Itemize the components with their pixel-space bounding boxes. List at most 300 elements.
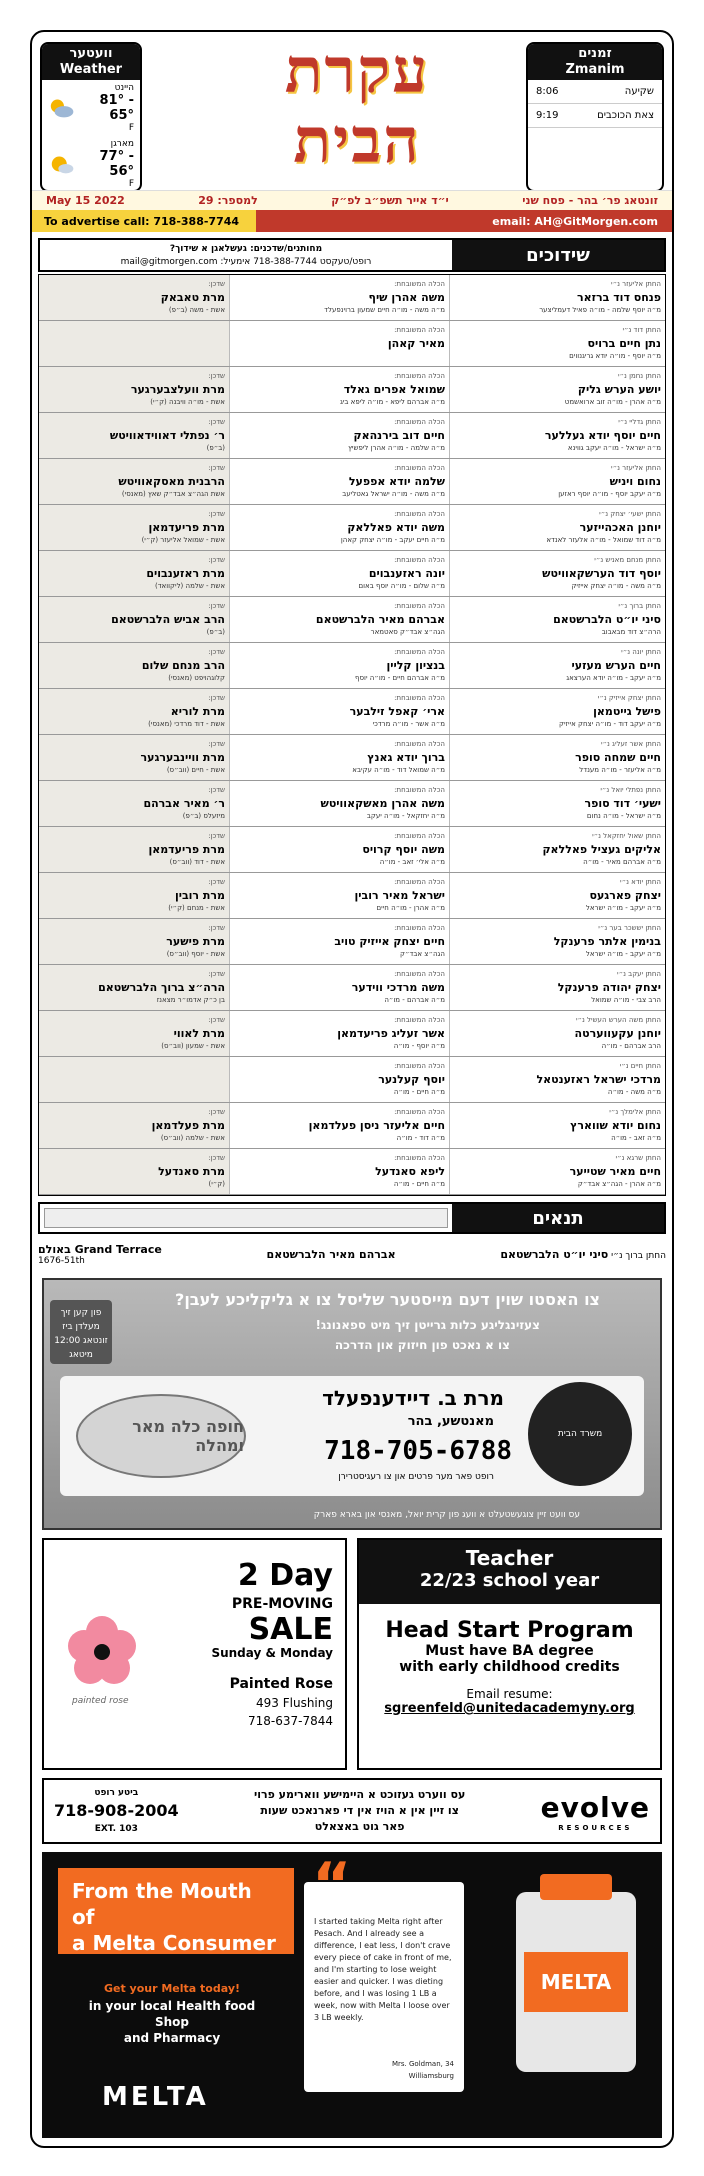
- cell-label: הכלה המשובחת:: [394, 832, 445, 840]
- shadchan-cell: [39, 321, 229, 366]
- cell-name: מרת רובין: [174, 889, 225, 902]
- cell-sub: קלוגהויפט (מאנסי): [168, 674, 225, 682]
- kala-cell: [229, 1011, 449, 1056]
- shadchan-cell: [39, 873, 229, 918]
- masthead-logo: [222, 36, 492, 186]
- shidduch-row: [39, 827, 665, 873]
- cell-sub: אשת - שמואל אליעזר (ק״י): [141, 536, 225, 544]
- cell-name: מרת וועלצבערגער: [130, 383, 225, 396]
- shidduch-row: [39, 321, 665, 367]
- sale-store: Painted Rose: [229, 1676, 333, 1692]
- cell-sub: מ״ה משה - מו״ה: [607, 1088, 661, 1096]
- shidduchim-header: [38, 238, 666, 272]
- cell-sub: אשת הגה״צ אבד״ק שאץ (מאנסי): [121, 490, 225, 498]
- tnaim-venue-addr: 1676-51th: [38, 1255, 85, 1266]
- shidduch-row: [39, 689, 665, 735]
- kala-cell: [229, 275, 449, 320]
- sale-phone: 718-637-7844: [247, 1714, 333, 1728]
- cell-sub: מ״ה חיים - מו״ה: [393, 1088, 445, 1096]
- cell-name: חיים מאיר שטייער: [569, 1165, 661, 1178]
- cell-sub: אשת - שלמה (ווב״ס): [160, 1134, 225, 1142]
- masthead-line1: עקרת: [284, 34, 430, 107]
- cell-label: החתן שאול יחזקאל נ״י: [592, 832, 661, 840]
- cell-name: נתן חיים ברויס: [587, 337, 661, 350]
- evolve-ext: EXT. 103: [94, 1824, 138, 1834]
- cell-label: החתן אלימלך נ״י: [609, 1108, 661, 1116]
- kallah-ad-headline: צו האסטו שוין דעם מייסטער שליסל צו א גליקליכע לעבן?: [175, 1290, 600, 1309]
- cell-sub: מ״ה יעקב - מו״ה ישראל: [585, 904, 661, 912]
- cell-sub: הרה״צ דוד מבאבוב: [601, 628, 661, 636]
- cell-name: יוחנן האכהייזער: [579, 521, 661, 534]
- cell-name: מרדכי ישראל ראזענטאל: [536, 1073, 661, 1086]
- cell-name: משה יודא פאללאק: [347, 521, 445, 534]
- cell-sub: מ״ה משה - מו״ה חיים שמעון ברוינפעלד: [324, 306, 445, 314]
- chatan-cell: [449, 965, 665, 1010]
- shadchan-cell: [39, 1057, 229, 1102]
- shidduch-row: [39, 1149, 665, 1195]
- cell-sub: הרב אברהם - מו״ה: [601, 1042, 661, 1050]
- shadchan-cell: [39, 643, 229, 688]
- cell-name: משה יוסף קרויס: [362, 843, 445, 856]
- cell-sub: מ״ה שלמה - מו״ה אהרן ליפשיץ: [348, 444, 445, 452]
- cell-name: יושע הערש גליק: [577, 383, 661, 396]
- cell-label: שדכן:: [208, 740, 225, 748]
- cell-sub: מ״ה יעקב דוד - מו״ה יצחק אייזיק: [559, 720, 661, 728]
- cell-name: ישעי׳ דוד סופר: [584, 797, 661, 810]
- melta-author-name: Mrs. Goldman, 34: [391, 2060, 454, 2068]
- cell-label: הכלה המשובחת:: [394, 878, 445, 886]
- newspaper-page: [30, 30, 674, 2148]
- kala-cell: [229, 965, 449, 1010]
- melta-quote-text: I started taking Melta right after Pesach. And I already see a difference, I eat less, I don't crave every piece of cake in front of me, and I'm starting to lose weight easier and quicker. I was dieting before, and I was losing 1 LB a week, now with Melta I loose over 3 LB weekly.: [314, 1917, 452, 2022]
- weather-tomorrow-unit: F: [128, 179, 134, 189]
- cell-name: אשר זעליג פריעדמאן: [337, 1027, 445, 1040]
- melta-ad: [42, 1852, 662, 2138]
- cell-name: מרת סאנדעל: [158, 1165, 225, 1178]
- melta-where-line: in your local Health food Shop: [88, 1999, 256, 2029]
- advertise-email: email: AH@GitMorgen.com: [492, 214, 658, 228]
- cell-label: החתן יעקב נ״י: [617, 970, 661, 978]
- tnaim-venue-name: באולם Grand Terrace: [38, 1242, 162, 1256]
- cell-sub: אשת - דוד (ווב״ס): [169, 858, 225, 866]
- evolve-ad: [42, 1778, 662, 1844]
- weather-tomorrow-label: מארגן: [110, 139, 134, 149]
- melta-headline-line: From the Mouth of: [72, 1879, 252, 1929]
- cell-name: אברהם מאיר הלברשטאם: [315, 613, 445, 626]
- cell-name: בנימין אלתר פרענקל: [553, 935, 661, 948]
- cell-sub: אשת - משה (ב״פ): [168, 306, 225, 314]
- kala-cell: [229, 689, 449, 734]
- chatan-cell: [449, 321, 665, 366]
- melta-brand: MELTA: [102, 2082, 209, 2112]
- tnaim-header: [38, 1202, 666, 1234]
- cell-name: בנציון קליין: [386, 659, 445, 672]
- shadchan-cell: [39, 965, 229, 1010]
- melta-headline-line: a Melta Consumer: [72, 1931, 276, 1955]
- melta-author-place: Williamsburg: [408, 2072, 454, 2080]
- cell-label: שדכן:: [208, 510, 225, 518]
- shadchan-cell: [39, 597, 229, 642]
- cell-name: מרת לוריא: [170, 705, 225, 718]
- cell-sub: מ״ה אשר - מו״ה מרדכי: [372, 720, 445, 728]
- chatan-cell: [449, 735, 665, 780]
- chatan-cell: [449, 413, 665, 458]
- cell-label: החתן חיים נ״י: [619, 1062, 661, 1070]
- cell-sub: אשת - שלמה (ליקוואד): [155, 582, 225, 590]
- tnaim-chatan: [500, 1248, 666, 1261]
- melta-cta: Get your Melta today!: [103, 1982, 241, 1995]
- shidduch-row: [39, 551, 665, 597]
- seal-text: משרד הבית: [557, 1429, 603, 1439]
- chatan-cell: [449, 689, 665, 734]
- melta-where-line: and Pharmacy: [123, 2031, 221, 2045]
- weather-tomorrow-temp: 77° - 56°: [99, 149, 134, 179]
- advertise-phone: To advertise call: 718-388-7744: [44, 214, 240, 228]
- bottle-label: MELTA: [524, 1952, 628, 2012]
- cell-name: יוחנן עקעווערטה: [574, 1027, 661, 1040]
- cell-sub: מ״ה יעקב יוסף - מו״ה יוסף ראזען: [558, 490, 661, 498]
- kallah-ad-deadline: [50, 1300, 112, 1364]
- cell-sub: מ״ה משה - מו״ה ישראל גאטליעב: [342, 490, 445, 498]
- cell-sub: הגה״צ אבד״ק: [400, 950, 445, 958]
- cell-sub: (ב״פ): [206, 628, 225, 636]
- masthead-line2: הבית: [293, 104, 421, 177]
- cell-label: שדכן:: [208, 694, 225, 702]
- cell-sub: מ״ה אלי׳ זאב - מו״ה: [379, 858, 445, 866]
- shidduch-row: [39, 1011, 665, 1057]
- teacher-req2: with early childhood credits: [399, 1659, 620, 1675]
- chatan-cell: [449, 781, 665, 826]
- cell-label: שדכן:: [208, 786, 225, 794]
- kallah-ad-panel: [60, 1376, 644, 1496]
- cell-label: שדכן:: [208, 418, 225, 426]
- kala-cell: [229, 919, 449, 964]
- cell-label: החתן נחמן נ״י: [617, 372, 661, 380]
- kallah-ad-line3: צו א נאכט פון חיזוק און הדרכה: [334, 1338, 510, 1352]
- cell-sub: מ״ה אברהם - מו״ה: [384, 996, 445, 1004]
- deadline-line: פון קען זיך: [60, 1308, 102, 1318]
- cell-name: הרב אביש הלברשטאם: [111, 613, 225, 626]
- cell-label: החתן אשר זעליג נ״י: [600, 740, 661, 748]
- shadchan-cell: [39, 275, 229, 320]
- kallah-ad-teacher: מרת ב. דיידענפעלד: [322, 1386, 504, 1410]
- date-omer: למספר: 29: [198, 194, 258, 207]
- chatan-cell: [449, 1011, 665, 1056]
- evolve-phone-block: [54, 1784, 179, 1838]
- cell-name: נחום יודא שווארץ: [570, 1119, 661, 1132]
- shidduch-row: [39, 965, 665, 1011]
- cell-label: החתן מנחם מאניש נ״י: [594, 556, 661, 564]
- evolve-text: [210, 1787, 510, 1835]
- date-hebrew: י״ד אייר תשפ״ב לפ״ק: [331, 194, 449, 207]
- advertise-bar: [32, 210, 672, 232]
- shadchan-cell: [39, 413, 229, 458]
- cell-label: החתן ברוך נ״י: [618, 602, 661, 610]
- deadline-line: מעלדן ביז: [62, 1322, 100, 1332]
- cell-name: משה מרדכי ווידער: [351, 981, 445, 994]
- cell-sub: בן כ״ק אדמו״ר מצאנז: [156, 996, 225, 1004]
- zmanim-box: [526, 42, 664, 192]
- teacher-email[interactable]: sgreenfeld@unitedacademyny.org: [384, 1701, 635, 1716]
- teacher-year: 22/23 school year: [419, 1570, 600, 1591]
- chatan-cell: [449, 1103, 665, 1148]
- cell-label: הכלה המשובחת:: [394, 1154, 445, 1162]
- shidduch-row: [39, 597, 665, 643]
- zmanim-row: [528, 104, 662, 128]
- shidduch-row: [39, 505, 665, 551]
- chatan-cell: [449, 1149, 665, 1194]
- evolve-logo: [541, 1791, 650, 1832]
- cell-label: הכלה המשובחת:: [394, 970, 445, 978]
- cell-name: מרת פריעדמאן: [148, 843, 225, 856]
- cell-name: מרת לאווי: [173, 1027, 225, 1040]
- cell-label: החתן אליעזר נ״י: [611, 464, 661, 472]
- cell-label: החתן נפתלי יואל נ״י: [600, 786, 661, 794]
- crown-seal-icon: [528, 1382, 632, 1486]
- weather-header: [42, 44, 140, 80]
- chatan-cell: [449, 1057, 665, 1102]
- kallah-ad-oval-logo: חופה כלה מאר ומהלה: [76, 1394, 246, 1478]
- kala-cell: [229, 413, 449, 458]
- flower-icon: [62, 1610, 142, 1690]
- cell-sub: מ״ה זאב - מו״ה: [611, 1134, 661, 1142]
- sale-word: SALE: [248, 1612, 333, 1647]
- cell-sub: אשת - חיים (ווב״ס): [166, 766, 225, 774]
- shidduch-row: [39, 1103, 665, 1149]
- evolve-logo-text: evolve: [540, 1790, 650, 1824]
- cell-label: הכלה המשובחת:: [394, 510, 445, 518]
- chatan-cell: [449, 551, 665, 596]
- cell-sub: מ״ה אברהם חיים - מו״ה יוסף: [355, 674, 445, 682]
- cell-label: הכלה המשובחת:: [394, 556, 445, 564]
- cell-name: הרב מנחם שלום: [141, 659, 225, 672]
- kala-cell: [229, 643, 449, 688]
- melta-headline: [58, 1868, 294, 1954]
- kala-cell: [229, 781, 449, 826]
- kallah-ad-location: מאנטשע, בהר: [407, 1414, 494, 1429]
- deadline-line: זונטאג 12:00: [54, 1336, 108, 1346]
- deadline-line: מיטאג: [69, 1350, 93, 1360]
- shidduchim-title: שידוכים: [452, 240, 664, 270]
- cell-name: שמואל אפרים גאלד: [343, 383, 445, 396]
- shadchan-cell: [39, 367, 229, 412]
- cell-sub: מ״ה דוד - מו״ה: [396, 1134, 445, 1142]
- kala-cell: [229, 321, 449, 366]
- zmanim-title-en: Zmanim: [565, 62, 625, 77]
- cell-sub: מיזעלס (ב״פ): [182, 812, 225, 820]
- cell-label: הכלה המשובחת:: [394, 280, 445, 288]
- evolve-line: צו זיין אין א הויז אין די פארנאכט שעות: [260, 1804, 459, 1817]
- cell-label: החתן אליעזר נ״י: [611, 280, 661, 288]
- melta-where: [72, 1998, 272, 2046]
- cell-label: הכלה המשובחת:: [394, 464, 445, 472]
- sunny-icon: [48, 152, 74, 176]
- cell-name: חיים יצחק אייזיק טויב: [334, 935, 445, 948]
- cell-sub: מ״ה יוסף שלמה - מו״ה פאיל דעמליצער: [539, 306, 661, 314]
- cell-sub: מ״ה שמואל דוד - מו״ה עקיבא: [352, 766, 445, 774]
- shidduch-row: [39, 1057, 665, 1103]
- zmanim-title-yi: זמנים: [578, 46, 612, 61]
- cell-sub: מ״ה חיים - מו״ה: [393, 1180, 445, 1188]
- shadchan-cell: [39, 689, 229, 734]
- evolve-line: עס ווערט געזוכט א היימישע ווארימע פרוי: [253, 1788, 466, 1801]
- zmanim-header: [528, 44, 662, 80]
- cell-name: ארי׳ קאפל זילבער: [349, 705, 445, 718]
- cell-name: ישראל מאיר רובין: [354, 889, 445, 902]
- shidduch-row: [39, 919, 665, 965]
- kala-cell: [229, 827, 449, 872]
- tnaim-chatan-label: החתן ברוך נ״י: [611, 1250, 666, 1261]
- cell-name: הרה״צ ברוך הלברשטאם: [98, 981, 225, 994]
- cell-sub: הגה״צ אבד״ק סאטמאר: [370, 628, 445, 636]
- shadchan-cell: [39, 1011, 229, 1056]
- cell-name: יוסף קעלנער: [378, 1073, 445, 1086]
- cell-name: יוסף דוד הערשקאוויטש: [542, 567, 661, 580]
- cell-name: ר׳ נפתלי דאווידאוויטש: [109, 429, 225, 442]
- cell-name: מרת וויינבערגער: [140, 751, 225, 764]
- cell-sub: מ״ה אברהם מאיר - מו״ה: [583, 858, 661, 866]
- cell-sub: הרב צבי - מו״ה שמואל: [591, 996, 661, 1004]
- cell-name: חיים שמחה סופר: [575, 751, 661, 764]
- cell-sub: מ״ה יחזקאל - מו״ה יעקב: [366, 812, 445, 820]
- cell-label: הכלה המשובחת:: [394, 694, 445, 702]
- weather-today: [42, 80, 140, 136]
- cell-sub: (ב״פ): [206, 444, 225, 452]
- cell-sub: אשת - דוד מרדכי (מאנסי): [148, 720, 225, 728]
- tnaim-blank: [44, 1208, 448, 1228]
- cell-sub: אשת - שמעון (ווב״ס): [161, 1042, 225, 1050]
- cell-sub: מ״ה חיים יעקב - מו״ה יצחק קאהן: [340, 536, 445, 544]
- cell-sub: אשת - יוסף (ווב״ס): [166, 950, 225, 958]
- cell-label: הכלה המשובחת:: [394, 1062, 445, 1070]
- cell-sub: מ״ה אליעזר - מו״ה מענדל: [579, 766, 661, 774]
- shidduch-row: [39, 643, 665, 689]
- cell-name: יצחק יהודה פרענקל: [557, 981, 661, 994]
- cell-label: הכלה המשובחת:: [394, 418, 445, 426]
- kallah-ad-phone: 718-705-6788: [324, 1436, 512, 1466]
- cell-name: יצחק פארגעס: [589, 889, 661, 902]
- chatan-cell: [449, 643, 665, 688]
- cell-label: החתן ישעי׳ יצחק נ״י: [599, 510, 661, 518]
- cell-sub: מ״ה משה - מו״ה יצחק אייזיק: [571, 582, 661, 590]
- cell-name: חיים יוסף יודא געללער: [544, 429, 661, 442]
- cell-sub: מ״ה שלום - מו״ה יוסף באום: [358, 582, 445, 590]
- weather-tomorrow: [42, 136, 140, 192]
- teacher-band: [359, 1540, 660, 1604]
- weather-box: [40, 42, 142, 192]
- cell-name: יונה ראזענבוים: [368, 567, 445, 580]
- cell-label: שדכן:: [208, 1016, 225, 1024]
- teacher-title: Teacher: [465, 1546, 554, 1570]
- cell-label: הכלה המשובחת:: [394, 740, 445, 748]
- zmanim-time: 8:06: [536, 86, 559, 97]
- cell-label: הכלה המשובחת:: [394, 1108, 445, 1116]
- weather-title-yi: וועטער: [69, 46, 113, 61]
- zmanim-label: צאת הכוכבים: [597, 110, 654, 121]
- cell-sub: מ״ה יעקב - מו״ה ישראל: [585, 950, 661, 958]
- shidduch-row: [39, 873, 665, 919]
- tnaim-title: תנאים: [452, 1204, 664, 1232]
- shidduch-row: [39, 735, 665, 781]
- cell-name: שלמה יודא אפפעל: [348, 475, 445, 488]
- cell-label: החתן שרגא נ״י: [615, 1154, 661, 1162]
- cell-label: החתן יששכר בער נ״י: [598, 924, 661, 932]
- cell-label: שדכן:: [208, 648, 225, 656]
- shidduchim-info: [40, 240, 452, 270]
- cell-label: שדכן:: [208, 556, 225, 564]
- cell-name: פישל גייטמאן: [593, 705, 661, 718]
- cell-label: שדכן:: [208, 464, 225, 472]
- sale-when: Sunday & Monday: [211, 1646, 333, 1660]
- cell-name: ברוך יודא גאנץ: [367, 751, 445, 764]
- cell-label: שדכן:: [208, 372, 225, 380]
- evolve-logo-sub: RESOURCES: [558, 1823, 633, 1832]
- cell-label: שדכן:: [208, 1154, 225, 1162]
- cell-name: חיים אליעזר ניסן פעלדמאן: [308, 1119, 445, 1132]
- cell-label: שדכן:: [208, 878, 225, 886]
- cell-label: הכלה המשובחת:: [394, 1016, 445, 1024]
- cell-sub: מ״ה אהרן - מו״ה זוב ארואשמט: [564, 398, 661, 406]
- cell-sub: מ״ה אהרן - הגה״צ אבד״ק: [577, 1180, 661, 1188]
- cell-name: אליקים געציל פאללאק: [542, 843, 661, 856]
- sale-address: 493 Flushing: [256, 1696, 333, 1710]
- cell-name: מרת פישער: [166, 935, 225, 948]
- cell-label: שדכן:: [208, 924, 225, 932]
- cell-sub: מ״ה יוסף - מו״ה יודא גריגנווים: [569, 352, 661, 360]
- shadchan-cell: [39, 919, 229, 964]
- cell-label: החתן יצחק אייזיק נ״י: [597, 694, 661, 702]
- shadchan-cell: [39, 1149, 229, 1194]
- kallah-ad-tagline: רופט פאר מער פרטים און צו רעגיסטרירן: [338, 1472, 494, 1482]
- date-english: May 15 2022: [46, 194, 125, 207]
- cell-sub: מ״ה אהרן - מו״ה חיים: [376, 904, 445, 912]
- tnaim-venue: [38, 1243, 162, 1266]
- weather-today-temp: 81° - 65°: [99, 93, 134, 123]
- cell-sub: אשת - מנחם (ק״י): [168, 904, 225, 912]
- sale-premoving: PRE-MOVING: [231, 1596, 333, 1612]
- chatan-cell: [449, 367, 665, 412]
- cell-label: שדכן:: [208, 970, 225, 978]
- evolve-phone: 718-908-2004: [54, 1801, 179, 1820]
- shidduch-row: [39, 459, 665, 505]
- shidduch-row: [39, 413, 665, 459]
- sale-days: 2 Day: [237, 1558, 333, 1593]
- chatan-cell: [449, 919, 665, 964]
- cell-label: הכלה המשובחת:: [394, 372, 445, 380]
- cell-label: הכלה המשובחת:: [394, 786, 445, 794]
- shidduchim-list: [38, 274, 666, 1196]
- cell-name: ליפא סאנדעל: [375, 1165, 445, 1178]
- shidduchim-info-line2: רופט/טעקסט 718-388-7744 אימעיל: mail@gitmorgen.com: [120, 257, 372, 267]
- tnaim-chatan-name: סיני יו״ט הלברשטאם: [500, 1247, 609, 1261]
- kala-cell: [229, 873, 449, 918]
- cell-label: החתן יודא נ״י: [620, 878, 661, 886]
- cell-name: משה אהרן מאשקאוויטש: [320, 797, 445, 810]
- tnaim-kala-name: אברהם מאיר הלברשטאם: [266, 1247, 396, 1261]
- cell-name: הרבנית מאסקאוויטש: [118, 475, 225, 488]
- chatan-cell: [449, 275, 665, 320]
- dateline: [32, 190, 672, 210]
- cell-name: סיני יו״ט הלברשטאם: [553, 613, 661, 626]
- kala-cell: [229, 367, 449, 412]
- cell-label: החתן דוד נ״י: [622, 326, 661, 334]
- cell-label: שדכן:: [208, 1108, 225, 1116]
- cell-name: משה אהרן שיף: [368, 291, 445, 304]
- kala-cell: [229, 551, 449, 596]
- shadchan-cell: [39, 505, 229, 550]
- cell-label: שדכן:: [208, 832, 225, 840]
- kala-cell: [229, 1057, 449, 1102]
